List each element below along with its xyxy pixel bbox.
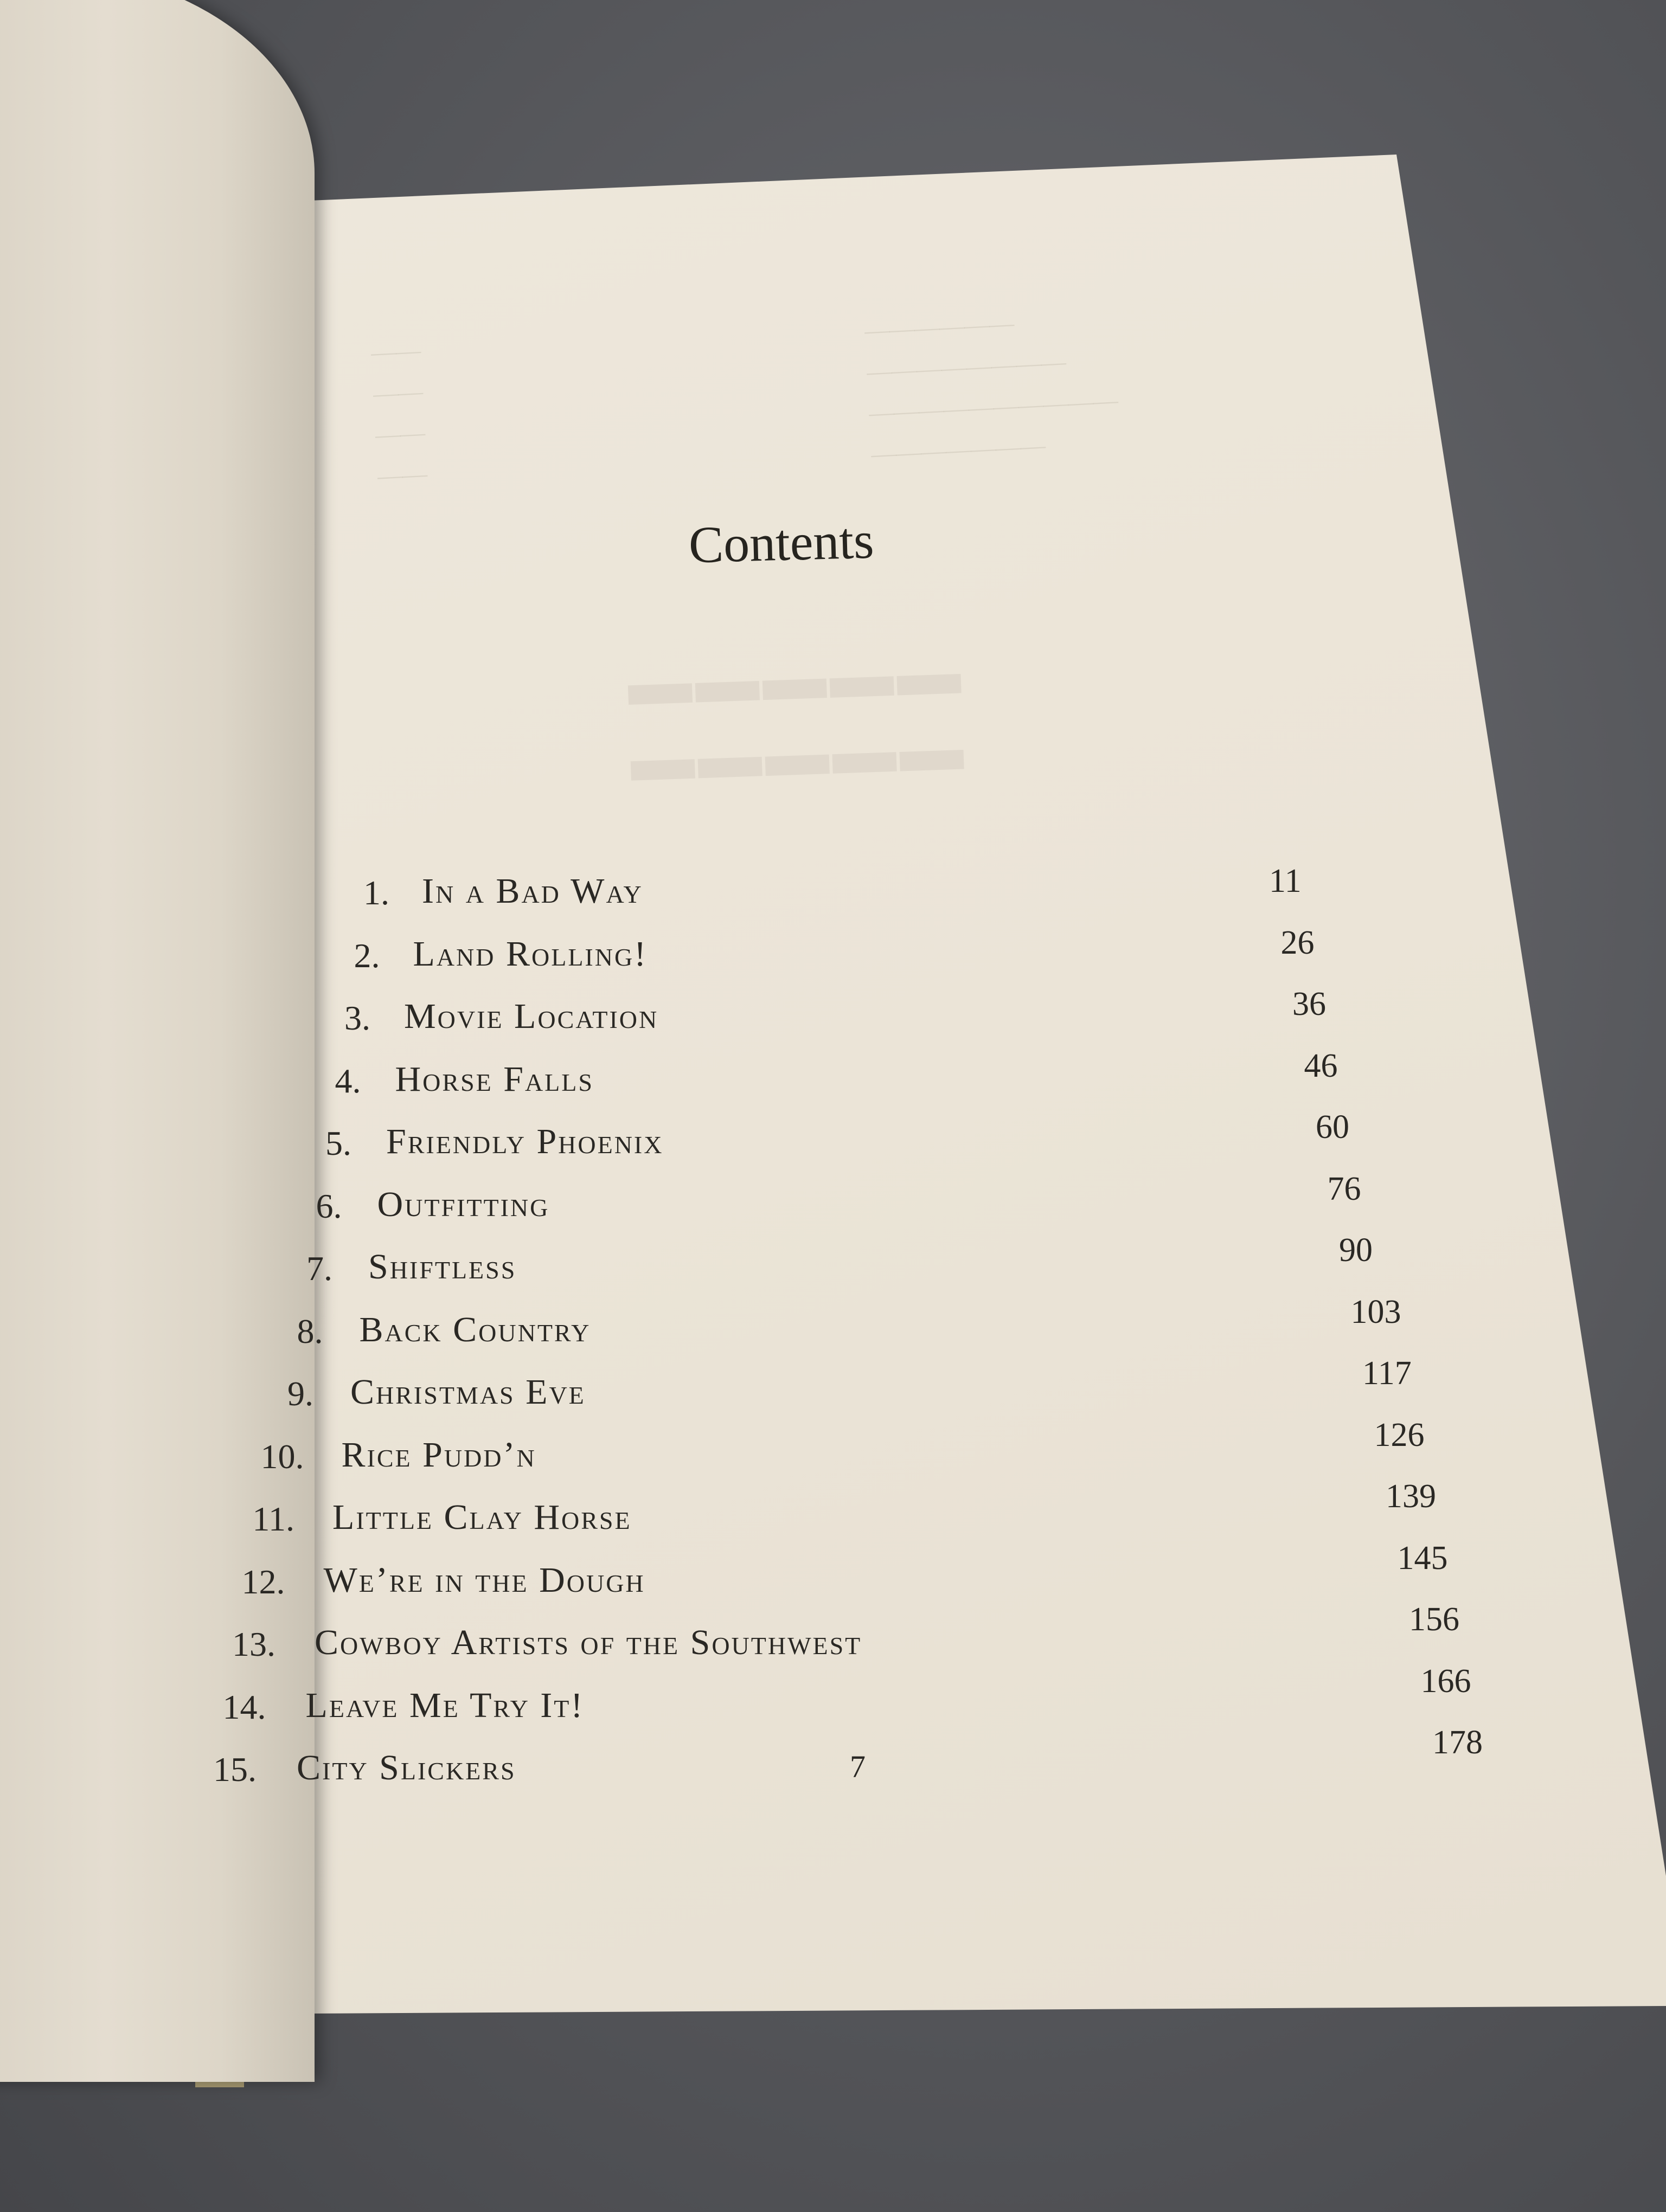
toc-entry-number: 1. (363, 873, 389, 912)
toc-entry-number: 5. (325, 1124, 351, 1162)
toc-entry-page: 166 (1420, 1662, 1471, 1700)
toc-entry-title: Rice Pudd’n (341, 1435, 536, 1475)
toc-entry-number: 7. (306, 1249, 332, 1288)
show-through-title: ▬▬▬▬▬ ▬▬▬▬▬ (626, 636, 968, 795)
toc-entry-page: 76 (1327, 1170, 1361, 1207)
toc-entry-title: Leave Me Try It! (305, 1685, 585, 1725)
toc-entry-title: Christmas Eve (350, 1372, 586, 1412)
page-title: Contents (688, 511, 875, 574)
page-folio: 7 (850, 1749, 866, 1784)
toc-entry-page: 60 (1316, 1109, 1349, 1146)
toc-entry-title: Cowboy Artists of the Southwest (315, 1623, 862, 1662)
toc-entry-page: 178 (1432, 1724, 1483, 1761)
toc-entry-page: 145 (1397, 1539, 1448, 1577)
toc-entry-title: Movie Location (404, 996, 659, 1036)
toc-entry-title: In a Bad Way (422, 871, 643, 911)
toc-entry-title: Outfitting (377, 1184, 550, 1224)
toc-entry-number: 4. (335, 1061, 361, 1100)
toc-entry-page: 126 (1374, 1416, 1425, 1454)
show-through-numbers: —— —— —— —— (370, 336, 428, 490)
toc-entry-number: 9. (287, 1374, 313, 1413)
toc-entry-number: 14. (222, 1687, 266, 1726)
toc-entry-number: 2. (354, 936, 380, 975)
toc-entry-number: 11. (252, 1500, 294, 1538)
toc-entry-page: 139 (1386, 1478, 1436, 1515)
toc-entry-page: 156 (1409, 1601, 1459, 1638)
toc-entry-title: We’re in the Dough (323, 1560, 645, 1600)
toc-entry-page: 117 (1362, 1355, 1412, 1392)
toc-entry-title: City Slickers (297, 1748, 516, 1787)
toc-entry-page: 26 (1280, 924, 1315, 961)
toc-entry-number: 15. (213, 1750, 257, 1789)
toc-entry-title: Friendly Phoenix (386, 1122, 664, 1161)
toc-entry-title: Horse Falls (395, 1059, 594, 1099)
toc-entry-number: 12. (241, 1562, 285, 1601)
toc-entry-page: 36 (1292, 986, 1326, 1023)
toc-entry-number: 10. (260, 1437, 304, 1476)
toc-entry-number: 3. (344, 999, 370, 1037)
toc-entry-page: 46 (1304, 1047, 1338, 1084)
show-through-text: —————— ———————— —————————— ——————— (863, 308, 1119, 468)
toc-entry-title: Shiftless (368, 1247, 517, 1287)
toc-entry-title: Little Clay Horse (332, 1497, 632, 1537)
toc-entry-number: 13. (232, 1625, 275, 1663)
toc-entry-page: 103 (1350, 1293, 1401, 1330)
toc-entry-number: 6. (316, 1186, 342, 1225)
toc-entry-page: 11 (1269, 863, 1302, 899)
toc-entry-title: Land Rolling! (413, 934, 648, 974)
toc-entry-number: 8. (297, 1311, 323, 1351)
toc-entry-page: 90 (1339, 1232, 1373, 1269)
toc-entry-title: Back Country (359, 1309, 591, 1349)
